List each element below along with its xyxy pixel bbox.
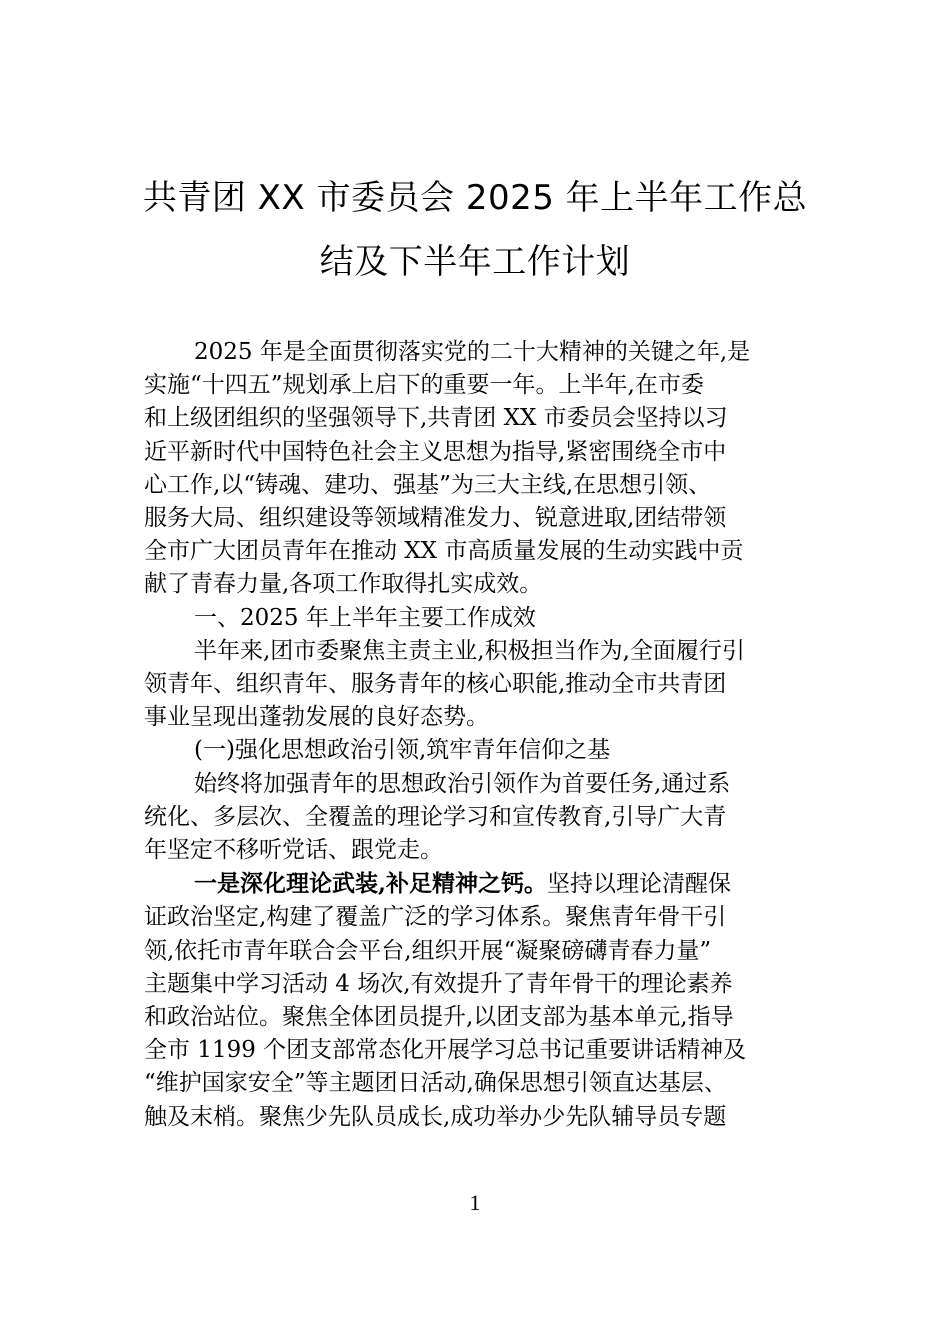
item-one-paragraph (144, 867, 814, 1134)
text-line: 证政治坚定,构建了覆盖广泛的学习体系。聚焦青年骨干引 (144, 904, 727, 931)
text-line: 半年来,团市委聚焦主责主业,积极担当作为,全面履行引 (194, 637, 745, 664)
text-line: 主题集中学习活动 4 场次,有效提升了青年骨干的理论素养 (144, 970, 733, 997)
text-line: 心工作,以“铸魂、建功、强基”为三大主线,在思想引领、 (144, 471, 712, 498)
item-one-lead-rest: 坚持以理论清醒保 (547, 871, 732, 898)
text-line: 和上级团组织的坚强领导下,共青团 XX 市委员会坚持以习 (144, 405, 728, 432)
item-one-lead: 一是深化理论武装,补足精神之钙。 (194, 870, 548, 898)
text-line: 2025 年是全面贯彻落实党的二十大精神的关键之年,是 (194, 339, 751, 365)
text-line: 领,依托市青年联合会平台,组织开展“凝聚磅礴青春力量” (144, 937, 712, 964)
text-line: 全市 1199 个团支部常态化开展学习总书记重要讲话精神及 (144, 1037, 747, 1064)
intro-paragraph (144, 336, 814, 602)
section-one-paragraph (144, 635, 814, 735)
text-line: 事业呈现出蓬勃发展的良好态势。 (144, 704, 489, 731)
text-line: 和政治站位。聚焦全体团员提升,以团支部为基本单元,指导 (144, 1004, 734, 1031)
page-number: 1 (469, 1190, 481, 1215)
text-line: 年坚定不移听党话、跟党走。 (144, 837, 443, 864)
document-body (144, 336, 814, 1134)
text-line: 领青年、组织青年、服务青年的核心职能,推动全市共青团 (144, 671, 727, 698)
title-line-1: 共青团 XX 市委员会 2025 年上半年工作总 (142, 178, 808, 218)
text-line: “维护国家安全”等主题团日活动,确保思想引领直达基层、 (144, 1070, 727, 1097)
subsection-one-paragraph (144, 768, 814, 868)
title-line-2: 结及下半年工作计划 (319, 242, 631, 282)
text-line: 始终将加强青年的思想政治引领作为首要任务,通过系 (194, 770, 731, 797)
subsection-one-heading: (一)强化思想政治引领,筑牢青年信仰之基 (194, 737, 611, 764)
text-line: 近平新时代中国特色社会主义思想为指导,紧密围绕全市中 (144, 438, 727, 465)
text-line: 实施“十四五”规划承上启下的重要一年。上半年,在市委 (144, 372, 704, 399)
section-one-heading: 一、2025 年上半年主要工作成效 (194, 604, 536, 631)
text-line: 触及末梢。聚焦少先队员成长,成功举办少先队辅导员专题 (144, 1103, 727, 1130)
document-title (130, 166, 820, 294)
text-line: 服务大局、组织建设等领域精准发力、锐意进取,团结带领 (144, 505, 727, 532)
text-line: 全市广大团员青年在推动 XX 市高质量发展的生动实践中贡 (144, 538, 744, 565)
text-line (144, 867, 814, 901)
text-line: 献了青春力量,各项工作取得扎实成效。 (144, 571, 543, 598)
text-line: 统化、多层次、全覆盖的理论学习和宣传教育,引导广大青 (144, 803, 727, 830)
